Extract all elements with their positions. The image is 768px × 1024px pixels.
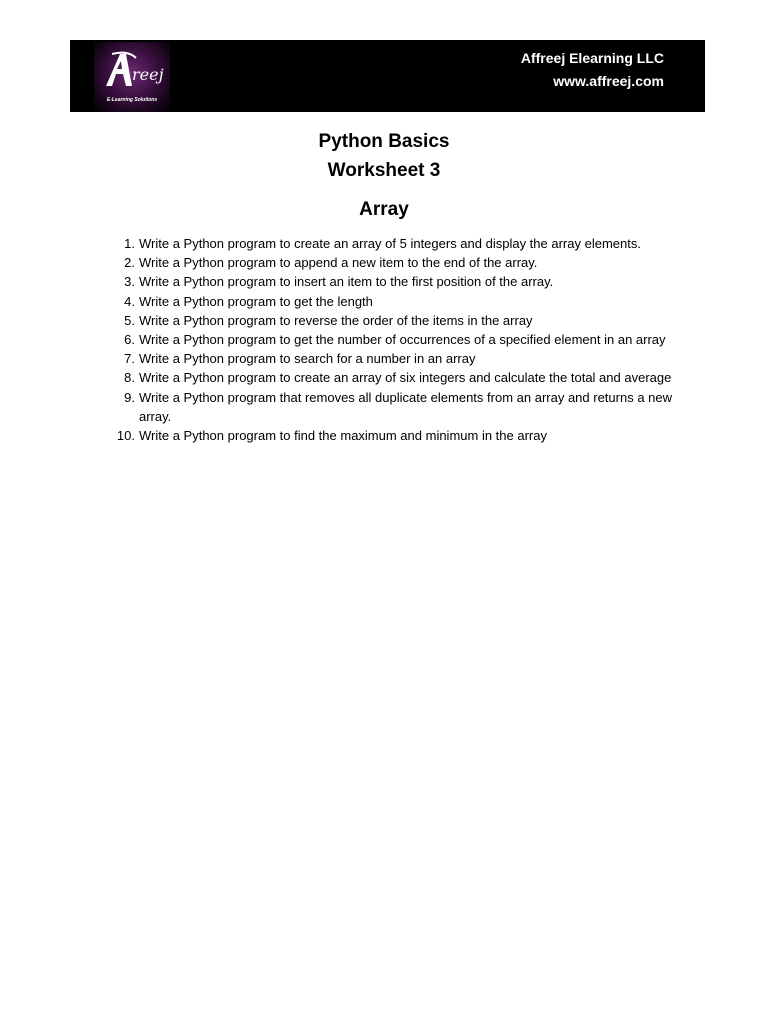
list-item [113,349,683,368]
company-website: www.affreej.com [553,73,664,89]
question-text: Write a Python program to create an array of six integers and calculate the total and average [139,370,672,386]
list-item [113,272,683,291]
question-text: Write a Python program to insert an item to the first position of the array. [139,274,554,290]
question-number: 6. [124,332,135,348]
svg-text:reej: reej [132,65,164,84]
list-item [113,253,683,272]
list-item [113,426,683,445]
question-number: 9. [124,389,135,405]
question-text: Write a Python program to get the length [139,293,373,309]
worksheet-title: Worksheet 3 [327,160,441,181]
list-item [113,292,683,311]
question-text: Write a Python program to get the number of occurrences of a specified element in an array [139,332,666,348]
question-text: Write a Python program to find the maximum and minimum in the array [139,428,547,444]
question-list [113,234,683,445]
list-item [113,311,683,330]
list-item [113,330,683,349]
question-text: Write a Python program that removes all duplicate elements from an array and returns a new array. [139,389,673,424]
header-bar [70,40,705,112]
company-logo [94,42,170,114]
question-number: 8. [124,370,135,386]
question-text: Write a Python program to reverse the order of the items in the array [139,312,533,328]
question-number: 5. [124,312,135,328]
question-text: Write a Python program to search for a number in an array [139,351,476,367]
question-number: 3. [124,274,135,290]
question-text: Write a Python program to create an array of 5 integers and display the array elements. [139,236,641,251]
question-number: 4. [124,293,135,309]
topic-title: Array [359,199,409,220]
list-item [113,368,683,387]
list-item [113,388,683,426]
question-number: 1. [124,236,135,251]
affreej-logo-icon [102,50,166,90]
course-title: Python Basics [318,131,450,152]
question-number: 10. [116,428,135,444]
logo-tagline: E-Learning Solutions [106,97,158,103]
question-text: Write a Python program to append a new item to the end of the array. [139,255,538,271]
question-number: 7. [124,351,135,367]
list-item [113,234,683,253]
company-name: Affreej Elearning LLC [520,50,664,66]
question-number: 2. [124,255,135,271]
